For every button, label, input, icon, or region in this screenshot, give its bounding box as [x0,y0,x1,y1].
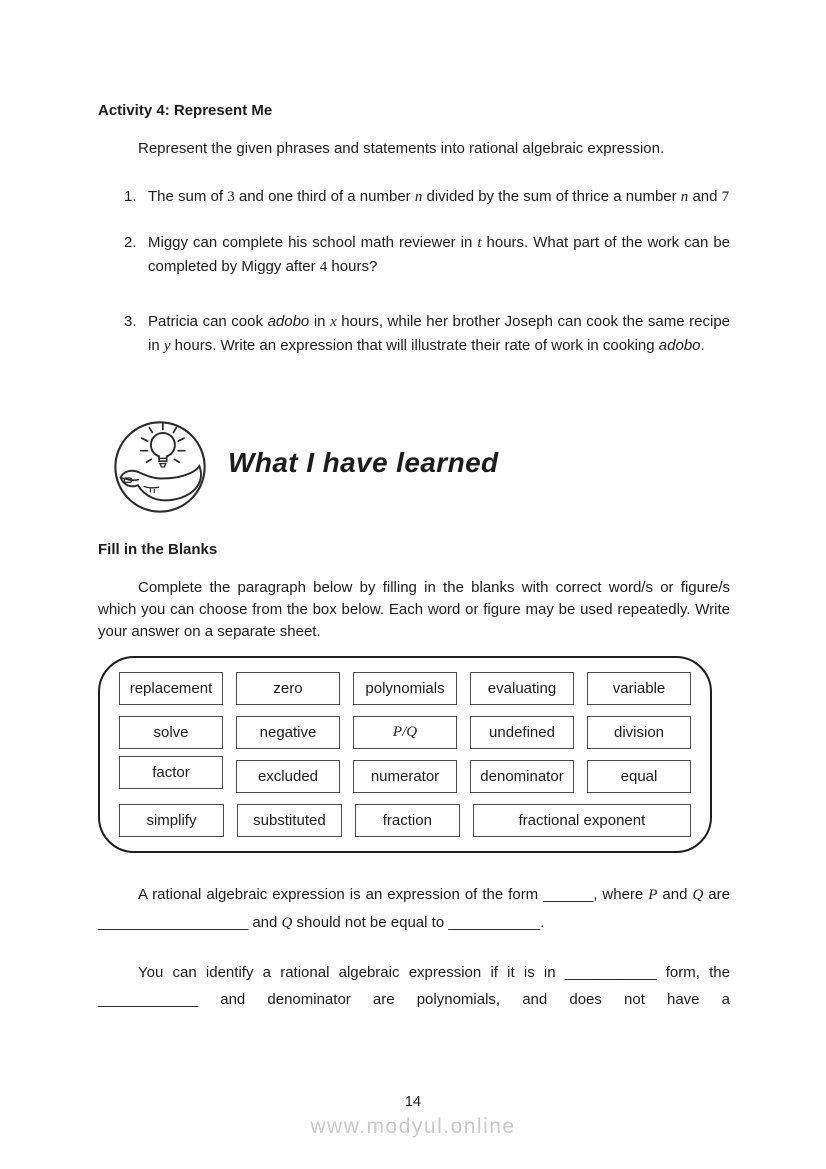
text-segment: and [688,188,722,205]
text-segment: Patricia can cook [148,313,268,330]
text-segment-var: y [163,338,171,354]
list-item-text [148,185,730,209]
list-item-1 [98,185,730,209]
text-segment: hours? [327,258,378,275]
word-bank-row [119,716,691,749]
text-segment: hours, while her brother Joseph can cook the same recipe in [148,313,731,354]
text-segment-var: n [680,189,689,205]
text-segment-it: adobo [267,313,310,330]
word-bank [98,656,712,853]
word-bank-row [119,672,691,705]
word-bank-row [119,760,691,793]
word-bank-item-fraction: fraction [355,804,460,837]
text-segment: Miggy can complete his school math reviewer in [148,234,478,251]
activity-intro: Represent the given phrases and statements into rational algebraic expression. [138,140,665,157]
activity-title: Activity 4: Represent Me [98,102,273,119]
text-segment: You can identify a rational algebraic expression if it is in ___________ form, the ____________ and denominator are polynomials, and does not have a [98,964,730,1008]
word-bank-item-factor: factor [119,756,223,789]
text-segment-num: 4 [319,259,328,275]
word-bank-item-division: division [587,716,691,749]
list-item-3 [98,310,730,358]
word-bank-item-polynomials: polynomials [353,672,457,705]
word-bank-item-variable: variable [587,672,691,705]
text-segment-num: 7 [721,189,730,205]
text-segment: . [700,337,705,354]
list-item-number: 3. [124,313,137,330]
text-segment-var: P [648,887,658,903]
lightbulb-in-hand-icon [112,419,208,515]
fill-paragraph-2 [98,959,730,1013]
word-bank-row [119,804,691,837]
list-item-text [148,231,730,279]
list-item-number: 1. [124,188,137,205]
list-item-text [148,310,730,358]
word-bank-item-p-q: P/Q [353,716,457,749]
watermark: www.modyul.online [310,1115,516,1138]
text-segment: divided by the sum of thrice a number [422,188,681,205]
section-heading: What I have learned [228,447,499,478]
section-header [98,418,730,516]
list-item-number: 2. [124,234,137,251]
word-bank-item-solve: solve [119,716,223,749]
instructions-paragraph: Complete the paragraph below by filling in the blanks with correct word/s or figure/s which you can choose from the box below. Each word or figure may be used repeatedly. Write your answer on a separate sheet. [98,579,730,640]
word-bank-item-excluded: excluded [236,760,340,793]
word-bank-item-fractional-exponent: fractional exponent [473,804,691,837]
text-segment: The sum of [148,188,228,205]
text-segment: hours. What part of the work can be completed by Miggy after [148,234,730,275]
text-segment-var: n [414,189,423,205]
text-segment-var: Q [281,915,293,931]
text-segment: should not be equal to ___________. [292,914,545,931]
word-bank-item-undefined: undefined [470,716,574,749]
word-bank-item-simplify: simplify [119,804,224,837]
text-segment-var: x [330,314,337,330]
text-segment: and [657,886,693,903]
word-bank-item-denominator: denominator [470,760,574,793]
word-bank-item-substituted: substituted [237,804,342,837]
page-content [98,0,730,1013]
text-segment-var: t [477,235,482,251]
text-segment: are __________________ and [98,886,730,931]
text-segment: in [309,313,331,330]
text-segment-num: 3 [227,189,235,205]
fill-paragraph-1 [98,881,730,937]
word-bank-item-numerator: numerator [353,760,457,793]
word-bank-item-evaluating: evaluating [470,672,574,705]
text-segment-var: Q [692,887,704,903]
text-segment-it: adobo [658,337,701,354]
text-segment: and one third of a number [234,188,415,205]
list-item-2 [98,231,730,279]
page-number: 14 [404,1094,422,1110]
fill-in-blanks-heading: Fill in the Blanks [98,541,218,558]
word-bank-item-zero: zero [236,672,340,705]
word-bank-item-negative: negative [236,716,340,749]
text-segment: hours. Write an expression that will illustrate their rate of work in cooking [170,337,659,354]
text-segment: A rational algebraic expression is an expression of the form ______, where [138,886,649,903]
word-bank-item-replacement: replacement [119,672,223,705]
word-bank-item-equal: equal [587,760,691,793]
